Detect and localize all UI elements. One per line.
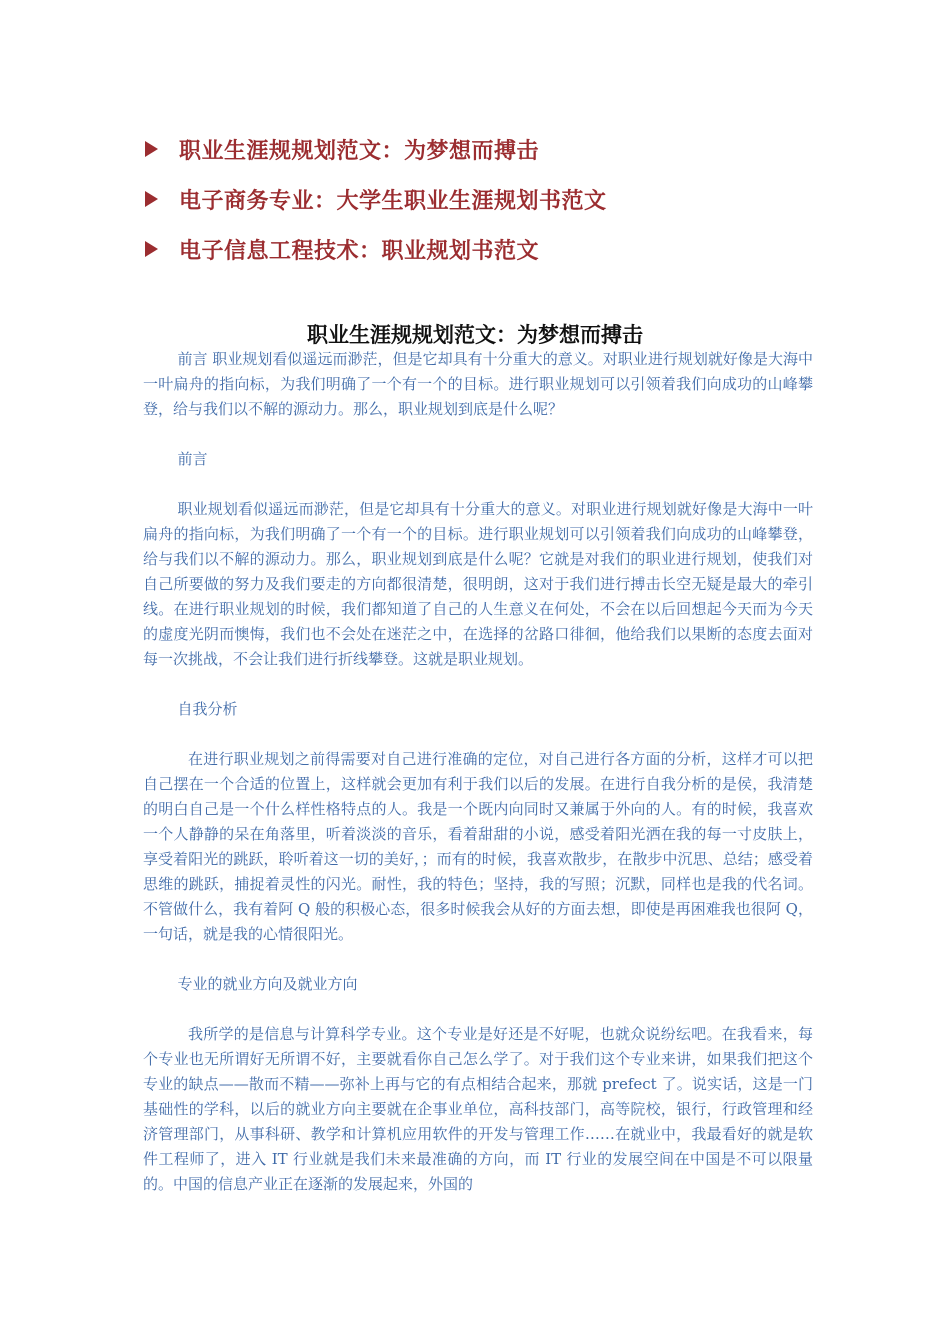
related-link-2[interactable] (143, 183, 843, 215)
related-link-label: 电子信息工程技术：职业规划书范文 (179, 237, 540, 264)
related-link-3[interactable] (143, 233, 843, 265)
employment-paragraph: 我所学的是信息与计算科学专业。这个专业是好还是不好呢，也就众说纷纭吧。在我看来，每个专业也无所谓好无所谓不好，主要就看你自己怎么学了。对于我们这个专业来讲，如果我们把这个专业的缺点——散而不精——弥补上再与它的有点相结合起来，那就 prefect 了。说实话，这是一门基础性的学科，以后的就业方向主要就在企事业单位，高科技部门，高等院校，银行，行政管理和经济管理部门，从事科研、教学和计算机应用软件的开发与管理工作……在就业中，我最看好的就是软件工程师了，进入 IT 行业就是我们未来最准确的方向，而 IT 行业的发展空间在中国是不可以限量的。中国的信息产业正在逐渐的发展起来，外国的 (143, 1025, 813, 1193)
self-analysis-paragraph: 在进行职业规划之前得需要对自己进行准确的定位，对自己进行各方面的分析，这样才可以把自己摆在一个合适的位置上，这样就会更加有利于我们以后的发展。在进行自我分析的是侯，我清楚的明白自己是一个什么样性格特点的人。我是一个既内向同时又兼属于外向的人。有的时候，我喜欢一个人静静的呆在角落里，听着淡淡的音乐，看着甜甜的小说，感受着阳光洒在我的每一寸皮肤上，享受着阳光的跳跃，聆听着这一切的美好，；而有的时候，我喜欢散步，在散步中沉思、总结；感受着思维的跳跃，捕捉着灵性的闪光。耐性，我的特色；坚持，我的写照；沉默，同样也是我的代名词。不管做什么，我有着阿 Q 般的积极心态，很多时候我会从好的方面去想，即使是再困难我也很阿 Q，一句话，就是我的心情很阳光。 (143, 750, 813, 943)
intro-paragraph: 前言 职业规划看似遥远而渺茫，但是它却具有十分重大的意义。对职业进行规划就好像是大海中一叶扁舟的指向标，为我们明确了一个有一个的目标。进行职业规划可以引领着我们向成功的山峰攀登，给与我们以不解的源动力。那么，职业规划到底是什么呢？ (143, 350, 813, 418)
article-body (143, 347, 813, 1197)
arrow-bullet-icon (145, 141, 158, 157)
arrow-bullet-icon (145, 241, 158, 257)
related-link-1[interactable] (143, 133, 843, 165)
section-heading-employment: 专业的就业方向及就业方向 (177, 975, 358, 993)
article-title: 职业生涯规规划范文：为梦想而搏击 (307, 322, 643, 347)
section-heading-self-analysis: 自我分析 (177, 700, 238, 718)
arrow-bullet-icon (145, 191, 158, 207)
related-link-label: 职业生涯规规划范文：为梦想而搏击 (179, 137, 540, 164)
related-link-label: 电子商务专业：大学生职业生涯规划书范文 (179, 187, 607, 214)
related-links-list (143, 133, 843, 283)
preface-paragraph: 职业规划看似遥远而渺茫，但是它却具有十分重大的意义。对职业进行规划就好像是大海中一叶扁舟的指向标，为我们明确了一个有一个的目标。进行职业规划可以引领着我们向成功的山峰攀登，给与我们以不解的源动力。那么，职业规划到底是什么呢？它就是对我们的职业进行规划，使我们对自己所要做的努力及我们要走的方向都很清楚，很明朗，这对于我们进行搏击长空无疑是最大的牵引线。在进行职业规划的时候，我们都知道了自己的人生意义在何处，不会在以后回想起今天而为今天的虚度光阴而懊悔，我们也不会处在迷茫之中，在选择的岔路口徘徊，他给我们以果断的态度去面对每一次挑战，不会让我们进行折线攀登。这就是职业规划。 (143, 500, 813, 668)
section-heading-preface: 前言 (177, 450, 208, 468)
